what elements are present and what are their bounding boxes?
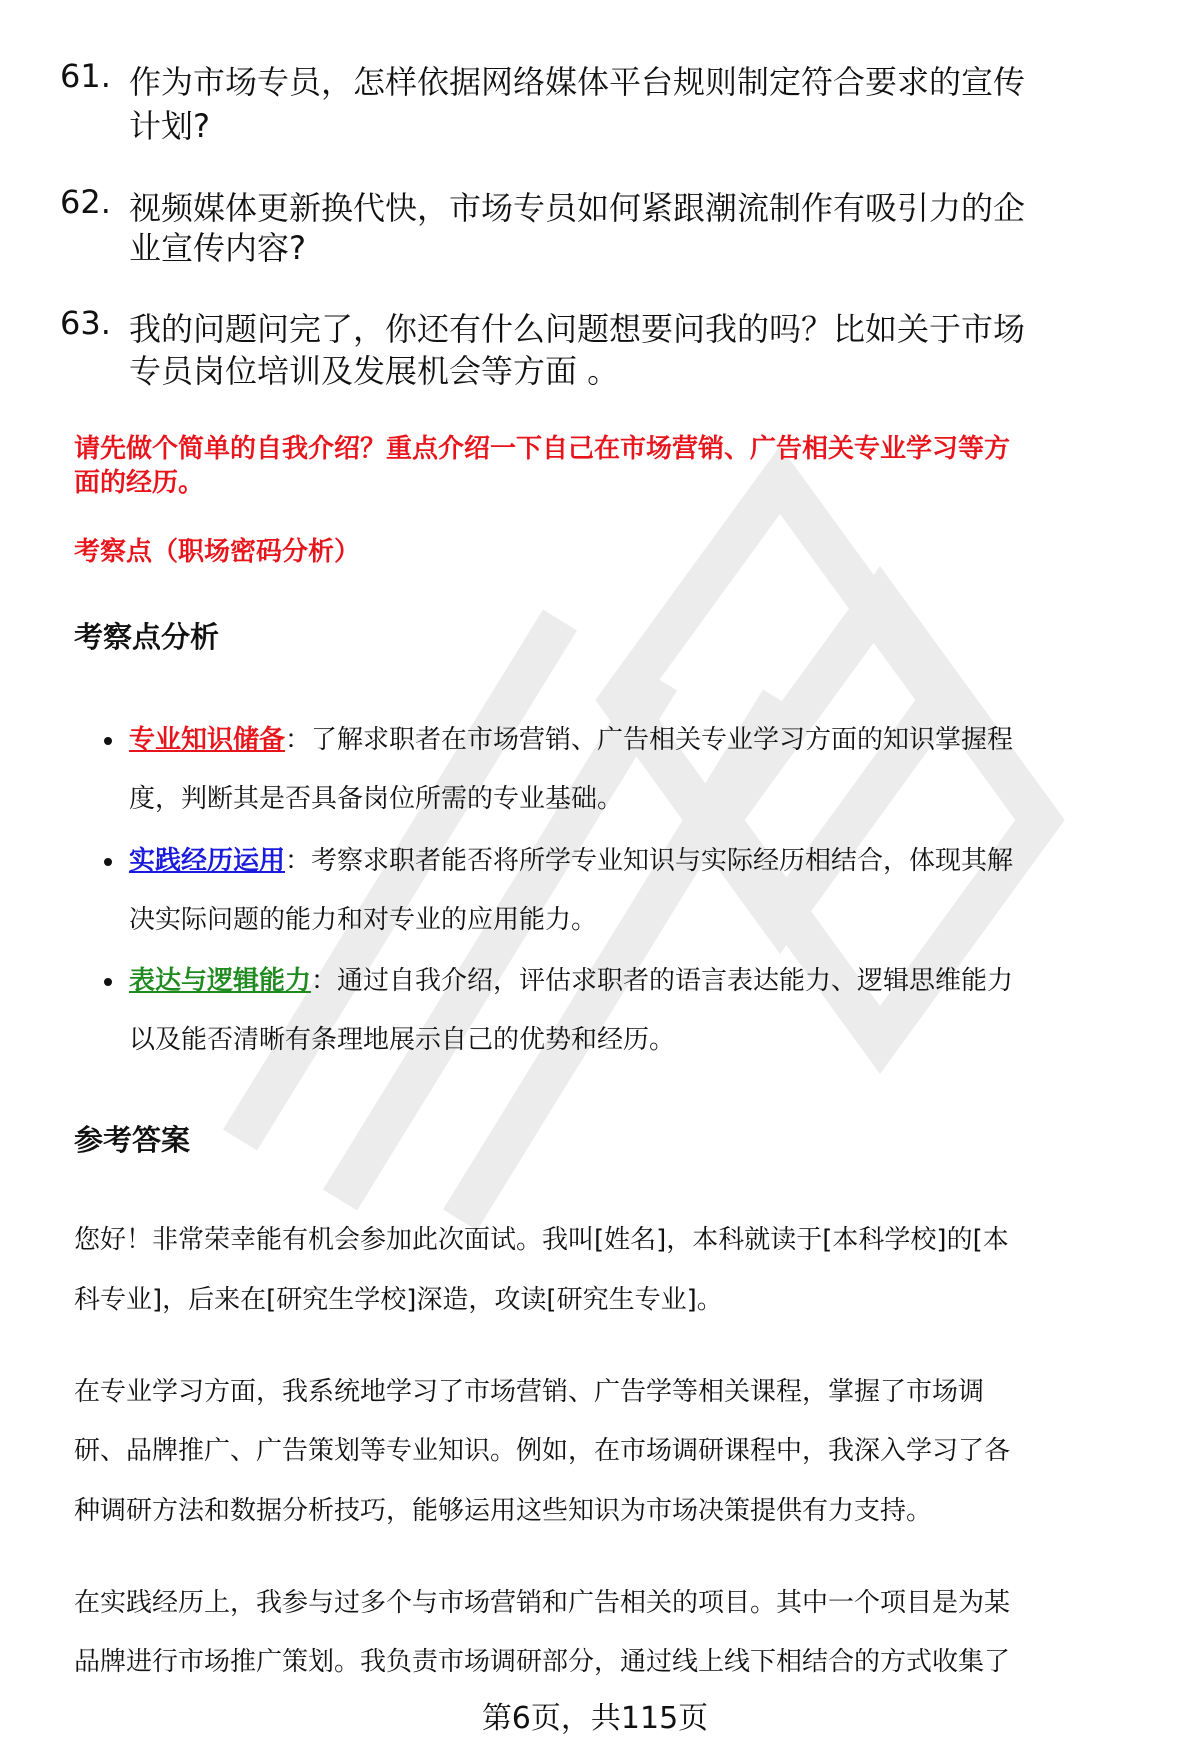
question-text: 作为市场专员，怎样依据网络媒体平台规则制定符合要求的宣传	[129, 63, 1026, 101]
analysis-item	[129, 719, 1013, 756]
analysis-text: 度，判断其是否具备岗位所需的专业基础。	[129, 784, 624, 814]
analysis-item	[129, 840, 1013, 877]
analysis-keyword: 专业知识储备	[129, 725, 286, 755]
analysis-text: 以及能否清晰有条理地展示自己的优势和经历。	[129, 1025, 676, 1055]
analysis-item	[129, 960, 1013, 997]
analysis-text: ：了解求职者在市场营销、广告相关专业学习方面的知识掌握程	[285, 725, 1014, 755]
answer-text: 您好！非常荣幸能有机会参加此次面试。我叫[姓名]，本科就读于[本科学校]的[本	[74, 1225, 1009, 1255]
current-question: 面的经历。	[74, 468, 205, 498]
analysis-heading: 考察点分析	[74, 620, 220, 654]
question-text: 视频媒体更新换代快，市场专员如何紧跟潮流制作有吸引力的企	[129, 189, 1026, 227]
analysis-text: ：通过自我介绍，评估求职者的语言表达能力、逻辑思维能力	[311, 966, 1014, 996]
answer-text: 在专业学习方面，我系统地学习了市场营销、广告学等相关课程，掌握了市场调	[74, 1377, 985, 1407]
answer-heading: 参考答案	[74, 1123, 191, 1157]
question-number: 63.	[60, 304, 111, 342]
bullet-icon	[104, 737, 112, 745]
current-question: 请先做个简单的自我介绍？重点介绍一下自己在市场营销、广告相关专业学习等方	[74, 434, 1011, 464]
answer-text: 在实践经历上，我参与过多个与市场营销和广告相关的项目。其中一个项目是为某	[74, 1588, 1011, 1618]
answer-text: 种调研方法和数据分析技巧，能够运用这些知识为市场决策提供有力支持。	[74, 1496, 933, 1526]
answer-text: 研、品牌推广、广告策划等专业知识。例如，在市场调研课程中，我深入学习了各	[74, 1436, 1011, 1466]
answer-text: 科专业]，后来在[研究生学校]深造，攻读[研究生专业]。	[74, 1285, 723, 1315]
analysis-text: 决实际问题的能力和对专业的应用能力。	[129, 905, 598, 935]
bullet-icon	[104, 858, 112, 866]
answer-text: 品牌进行市场推广策划。我负责市场调研部分，通过线上线下相结合的方式收集了	[74, 1647, 1011, 1677]
question-text: 专员岗位培训及发展机会等方面 。	[129, 352, 620, 390]
question-text: 计划?	[129, 107, 210, 145]
exam-point-label: 考察点（职场密码分析）	[74, 537, 361, 567]
analysis-text: ：考察求职者能否将所学专业知识与实际经历相结合，体现其解	[285, 846, 1014, 876]
page-footer: 第6页，共115页	[481, 1701, 709, 1736]
bullet-icon	[104, 978, 112, 986]
analysis-keyword: 表达与逻辑能力	[129, 966, 312, 996]
question-number: 61.	[60, 57, 111, 95]
question-text: 业宣传内容?	[129, 229, 306, 267]
question-text: 我的问题问完了，你还有什么问题想要问我的吗？比如关于市场	[129, 310, 1026, 348]
analysis-keyword: 实践经历运用	[129, 846, 286, 876]
question-number: 62.	[60, 183, 111, 221]
